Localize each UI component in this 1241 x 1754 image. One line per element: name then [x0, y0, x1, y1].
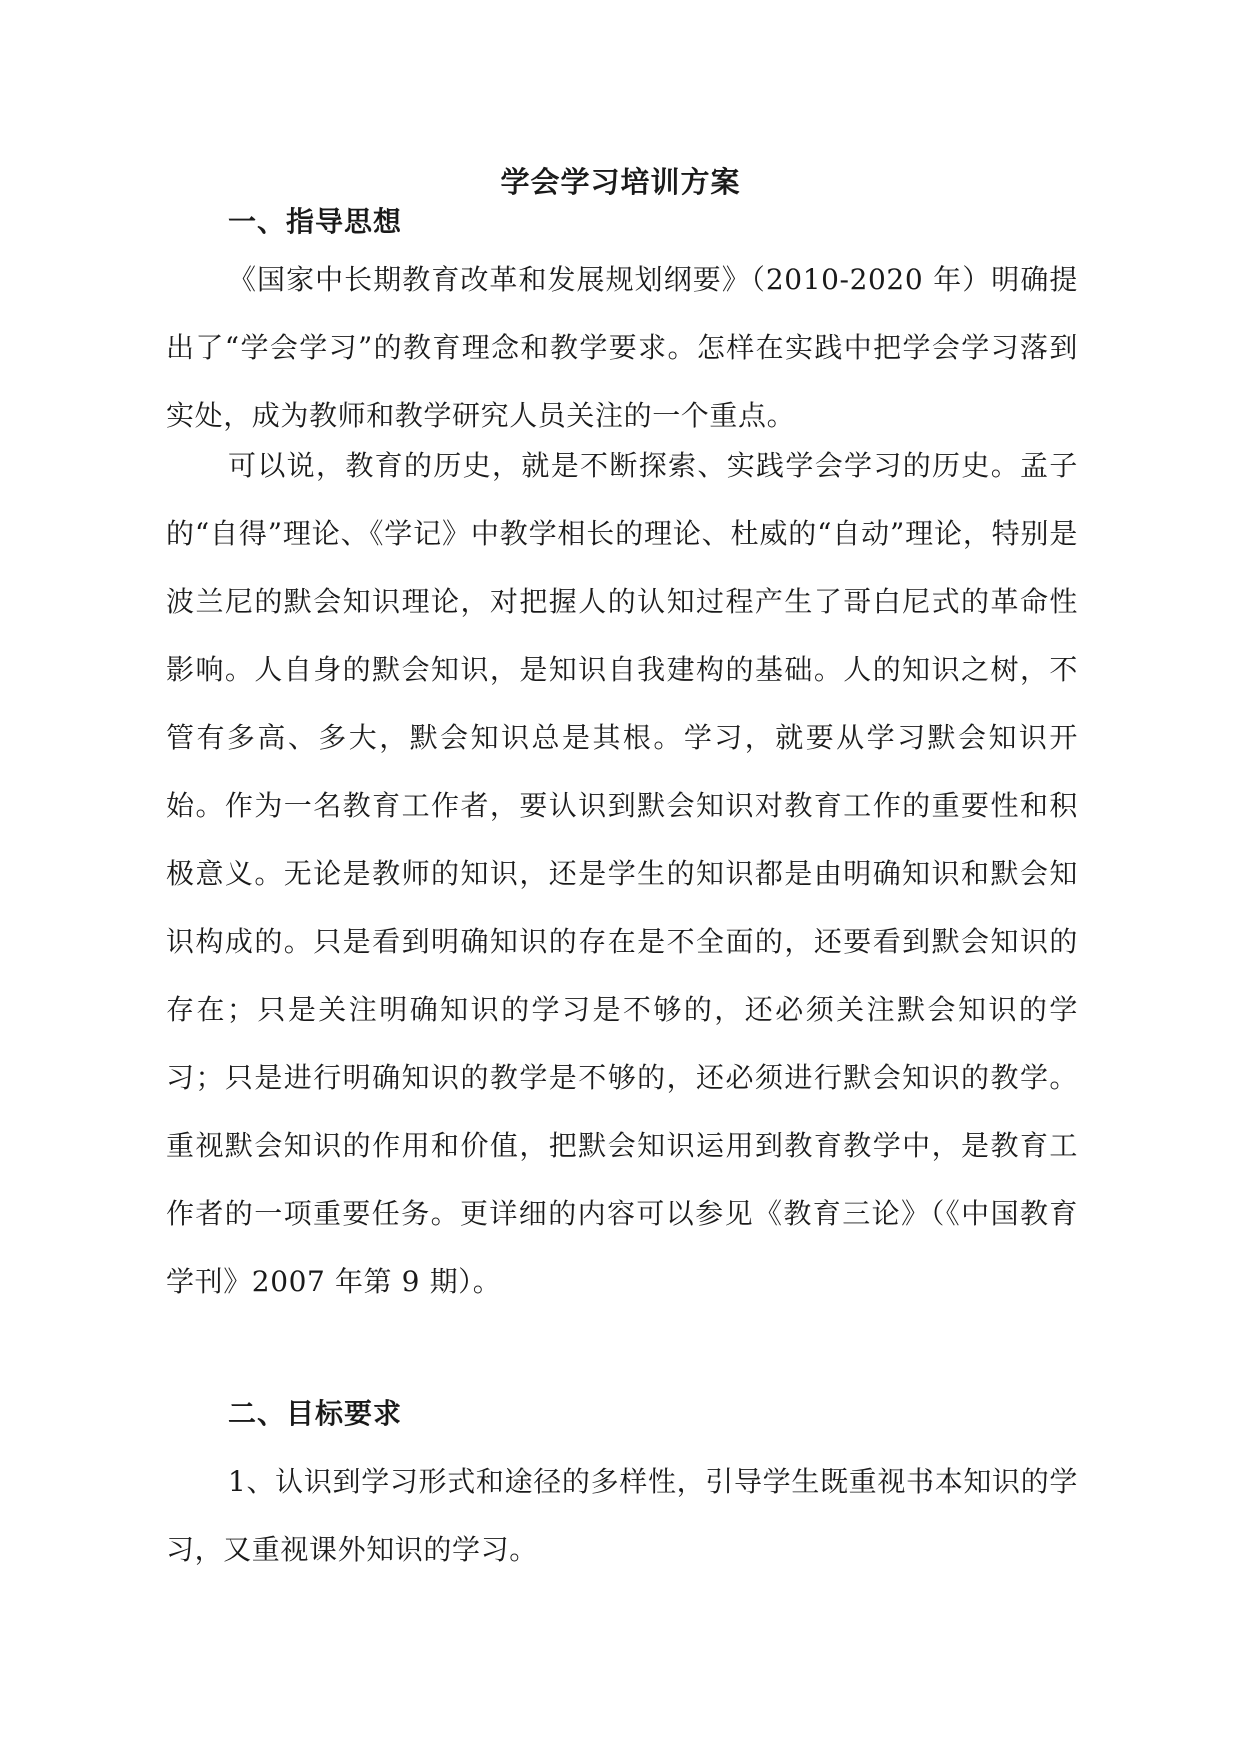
- paragraph-history-of-learning: 可以说，教育的历史，就是不断探索、实践学会学习的历史。孟子的“自得”理论、《学记》中教学相长的理论、杜威的“自动”理论，特别是波兰尼的默会知识理论，对把握人的认知过程产生了哥白尼式的革命性影响。人自身的默会知识，是知识自我建构的基础。人的知识之树，不管有多高、多大，默会知识总是其根。学习，就要从学习默会知识开始。作为一名教育工作者，要认识到默会知识对教育工作的重要性和积极意义。无论是教师的知识，还是学生的知识都是由明确知识和默会知识构成的。只是看到明确知识的存在是不全面的，还要看到默会知识的存在；只是关注明确知识的学习是不够的，还必须关注默会知识的学习；只是进行明确知识的教学是不够的，还必须进行默会知识的教学。重视默会知识的作用和价值，把默会知识运用到教育教学中，是教育工作者的一项重要任务。更详细的内容可以参见《教育三论》（《中国教育学刊》2007 年第 9 期）。: [166, 449, 1078, 1298]
- document-title: 学会学习培训方案: [500, 165, 741, 199]
- paragraph-planning-outline: 《国家中长期教育改革和发展规划纲要》（2010-2020 年）明确提出了“学会学习”的教育理念和教学要求。怎样在实践中把学会学习落到实处，成为教师和教学研究人员关注的一个重点。: [166, 263, 1078, 432]
- paragraph-goal-1: 1、认识到学习形式和途径的多样性，引导学生既重视书本知识的学习，又重视课外知识的学习。: [166, 1465, 1078, 1566]
- section-heading-goals: 二、目标要求: [228, 1397, 403, 1430]
- section-heading-guiding-ideology: 一、指导思想: [228, 205, 403, 238]
